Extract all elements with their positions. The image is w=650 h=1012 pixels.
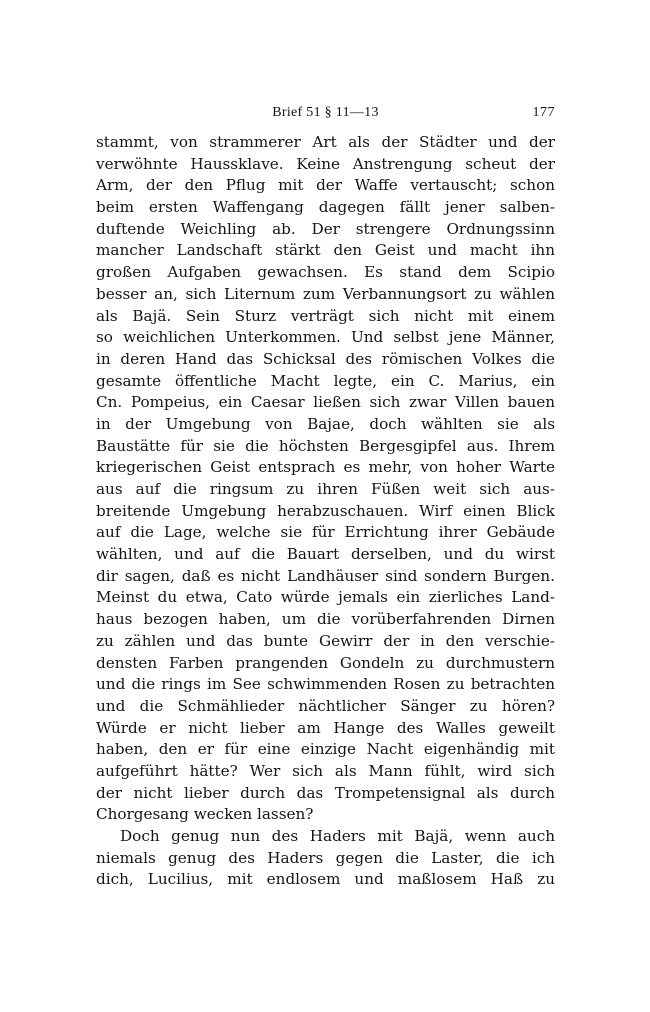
running-head: Brief 51 § 11—13 — [272, 105, 379, 120]
text-line: großen Aufgaben gewachsen. Es stand dem Scipio — [96, 263, 555, 282]
text-line: Würde er nicht lieber am Hange des Walles geweilt — [96, 718, 555, 737]
page-number: 177 — [532, 105, 555, 120]
text-line: Baustätte für sie die höchsten Bergesgipfel aus. Ihrem — [96, 436, 555, 455]
text-line: Cn. Pompeius, ein Caesar ließen sich zwar Villen bauen — [96, 393, 555, 412]
page-header — [96, 103, 555, 123]
text-line: so weichlichen Unterkommen. Und selbst jene Männer, — [96, 328, 555, 347]
text-line: als Bajä. Sein Sturz verträgt sich nicht mit einem — [96, 306, 555, 325]
text-line: kriegerischen Geist entsprach es mehr, von hoher Warte — [96, 458, 555, 477]
text-line: haus bezogen haben, um die vorüberfahrenden Dirnen — [96, 610, 555, 629]
text-line: in deren Hand das Schicksal des römischen Volkes die — [96, 349, 555, 368]
text-line: gesamte öffentliche Macht legte, ein C. Marius, ein — [96, 371, 555, 390]
text-line: stammt, von strammerer Art als der Städter und der — [96, 133, 555, 151]
text-line: aufgeführt hätte? Wer sich als Mann fühlt, wird sich — [96, 761, 555, 780]
text-line: Arm, der den Pflug mit der Waffe vertauscht; schon — [96, 176, 555, 195]
text-line: dich, Lucilius, mit endlosem und maßlosem Haß zu — [96, 870, 555, 889]
text-line: besser an, sich Liternum zum Verbannungsort zu wählen — [96, 284, 555, 303]
text-line: und die Schmählieder nächtlicher Sänger zu hören? — [96, 696, 555, 715]
text-line: wählten, und auf die Bauart derselben, und du wirst — [96, 545, 555, 564]
text-line: duftende Weichling ab. Der strengere Ordnungssinn — [96, 219, 555, 238]
text-line: auf die Lage, welche sie für Errichtung ihrer Gebäude — [96, 523, 555, 542]
text-line: haben, den er für eine einzige Nacht eigenhändig mit — [96, 740, 555, 759]
text-line: verwöhnte Haussklave. Keine Anstrengung scheut der — [96, 154, 555, 173]
text-line: Meinst du etwa, Cato würde jemals ein zierliches Land- — [96, 588, 555, 607]
text-line: und die rings im See schwimmenden Rosen zu betrachten — [96, 675, 555, 694]
body-text — [96, 132, 555, 891]
text-line: in der Umgebung von Bajae, doch wählten sie als — [96, 414, 555, 433]
text-line: aus auf die ringsum zu ihren Füßen weit sich aus- — [96, 480, 555, 498]
paragraph-end-line: Chorgesang wecken lassen? — [96, 805, 314, 824]
paragraph-start-line: Doch genug nun des Haders mit Bajä, wenn auch — [120, 827, 555, 845]
text-line: zu zählen und das bunte Gewirr der in den verschie- — [96, 631, 555, 650]
text-line: breitende Umgebung herabzuschauen. Wirf einen Blick — [96, 501, 555, 520]
text-line: mancher Landschaft stärkt den Geist und macht ihn — [96, 241, 555, 260]
text-line: beim ersten Waffengang dagegen fällt jener salben- — [96, 198, 555, 217]
text-line: der nicht lieber durch das Trompetensignal als durch — [96, 783, 555, 802]
text-line: niemals genug des Haders gegen die Laster, die ich — [96, 848, 555, 867]
text-line: dir sagen, daß es nicht Landhäuser sind sondern Burgen. — [96, 566, 555, 585]
text-line: densten Farben prangenden Gondeln zu durchmustern — [96, 653, 555, 672]
